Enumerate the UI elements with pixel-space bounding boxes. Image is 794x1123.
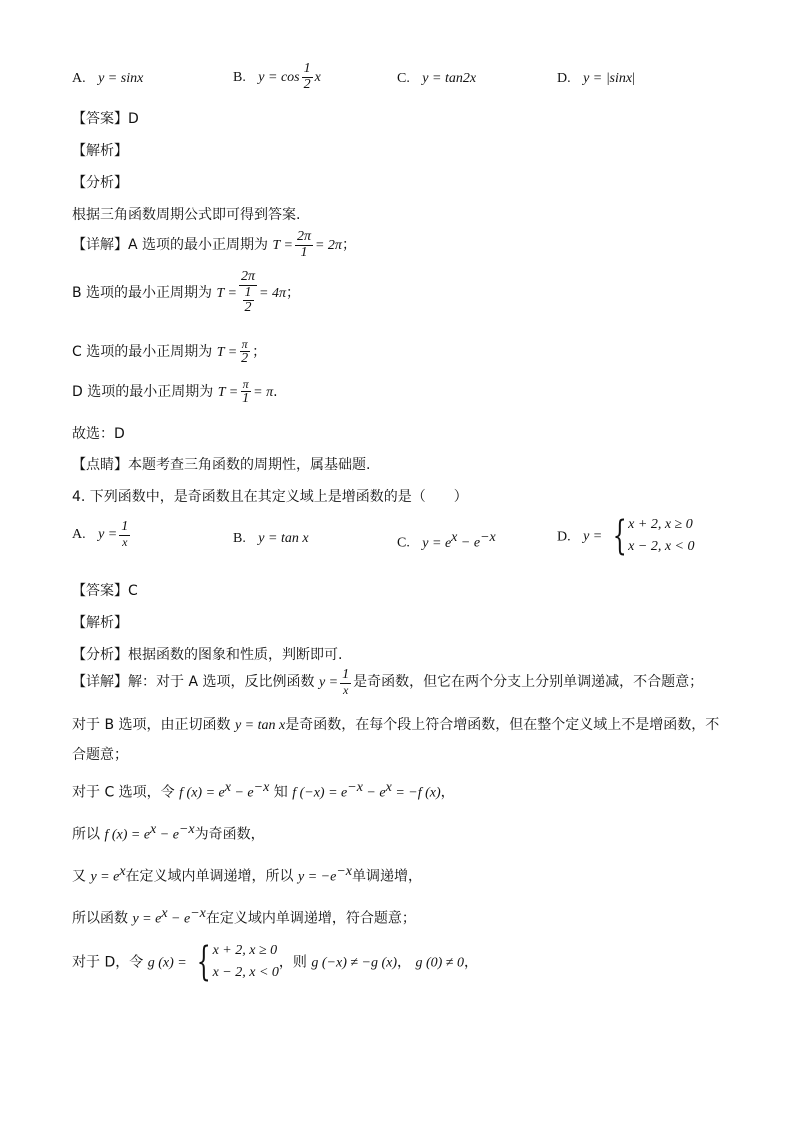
q4-answer: 【答案】C [72, 583, 138, 599]
q4-question: 4. 下列函数中，是奇函数且在其定义域上是增函数的是（ ） [72, 489, 468, 505]
option-formula: y = [583, 71, 603, 86]
fraction: $\frac{1}{x}$ [342, 667, 350, 697]
fraction: $\frac{1}{2}$ [303, 61, 311, 92]
q3-fenxi-text: 根据三角函数周期公式即可得到答案. [72, 207, 301, 223]
q4-detail-7: 对于 D，令 g (x) = { x + 2, x ≥ 0 x − 2, x < 0 ，则 g (−x) ≠ −g (x)， g (0) ≠ 0， [72, 939, 478, 986]
q3-detail-c: C 选项的最小正周期为 T = $\frac{\pi}{2}$ ； [72, 337, 267, 366]
option-label: B. [233, 70, 246, 86]
q4-fenxi: 【分析】根据函数的图象和性质，判断即可. [72, 647, 343, 663]
q3-detail-a: 【详解】A 选项的最小正周期为 T = $\frac{2\pi}{1}$ = 2π； [72, 229, 356, 260]
option-formula: y = sinx [98, 71, 144, 86]
q4-detail-2-cont: 合题意； [72, 747, 128, 763]
q4-detail-4: 所以 f $(x) = e^x - e^{-x}$为奇函数， [72, 822, 265, 843]
q4-option-d: D. y = { x + 2, x ≥ 0 x − 2, x < 0 [557, 513, 695, 560]
option-label: D. [557, 71, 571, 86]
piecewise-cases: x + 2, x ≥ 0 x − 2, x < 0 [212, 943, 279, 981]
q3-option-d: D. y = |sinx| [557, 71, 635, 86]
brace-icon: { [196, 939, 211, 986]
q3-option-c [397, 70, 476, 87]
piecewise-cases: x + 2, x ≥ 0 x − 2, x < 0 [628, 517, 695, 555]
q4-detail-1: 【详解】解：对于 A 选项，反比例函数 y = $\frac{1}{x}$ 是奇函数，但它在两个分支上分别单调递减，不合题意； [72, 667, 704, 697]
q3-answer: 【答案】D [72, 111, 139, 127]
option-formula: y = tan2x [422, 71, 477, 86]
q3-detail-d: D 选项的最小正周期为 T = $\frac{\pi}{1}$ = π. [72, 377, 278, 406]
q4-detail-2: 对于 B 选项，由正切函数 y = tan x是奇函数，在每个段上符合增函数，但在整个定义域上不是增函数，不 [72, 717, 720, 733]
fraction: $\frac{\pi}{1}$ [242, 377, 250, 406]
q4-detail-6: 所以函数 $y = e^x - e^{-x}$在定义域内单调递增，符合题意； [72, 906, 416, 927]
q3-option-b: B. y = cos $\frac{1}{2}$ x [233, 61, 321, 92]
q3-analysis-tag: 【解析】 [72, 143, 128, 159]
q4-analysis-tag: 【解析】 [72, 615, 128, 631]
option-label: A. [72, 71, 86, 86]
abs-value: sinx [609, 71, 633, 86]
q4-option-a: A. y = $\frac{1}{x}$ [72, 519, 129, 549]
brace-icon: { [612, 513, 627, 560]
fraction: $\frac{2\pi}{1}$ [296, 229, 311, 260]
inner-fraction: $\frac{1}{2}$ [244, 284, 252, 316]
q3-option-a [72, 70, 143, 87]
option-formula: y = cos [258, 70, 300, 86]
q4-detail-3: 对于 C 选项，令 f $(x) = e^x - e^{-x}$ 知 f $(-x) = e^{-x} - e^x = -f$ (x)， [72, 780, 455, 801]
q3-review: 【点睛】本题考查三角函数的周期性，属基础题. [72, 457, 371, 473]
fraction: $\frac{1}{x}$ [121, 519, 129, 549]
q3-choose: 故选：D [72, 426, 125, 442]
q3-detail-b: B 选项的最小正周期为 T = $\frac{2\pi}{\frac{1}{2}}$ = 4π； [72, 269, 300, 316]
q3-fenxi-tag: 【分析】 [72, 175, 128, 191]
q4-detail-5: 又 $y = e^x$在定义域内单调递增，所以 $y = -e^{-x}$单调递增， [72, 864, 422, 885]
fraction: $\frac{\pi}{2}$ [241, 337, 249, 366]
q4-option-c: C. $y = e^x - e^{-x}$ [397, 530, 496, 551]
fraction: $\frac{2\pi}{\frac{1}{2}}$ [241, 269, 256, 316]
option-label: C. [397, 71, 410, 86]
q4-option-b: B. y = tan x [233, 531, 309, 546]
